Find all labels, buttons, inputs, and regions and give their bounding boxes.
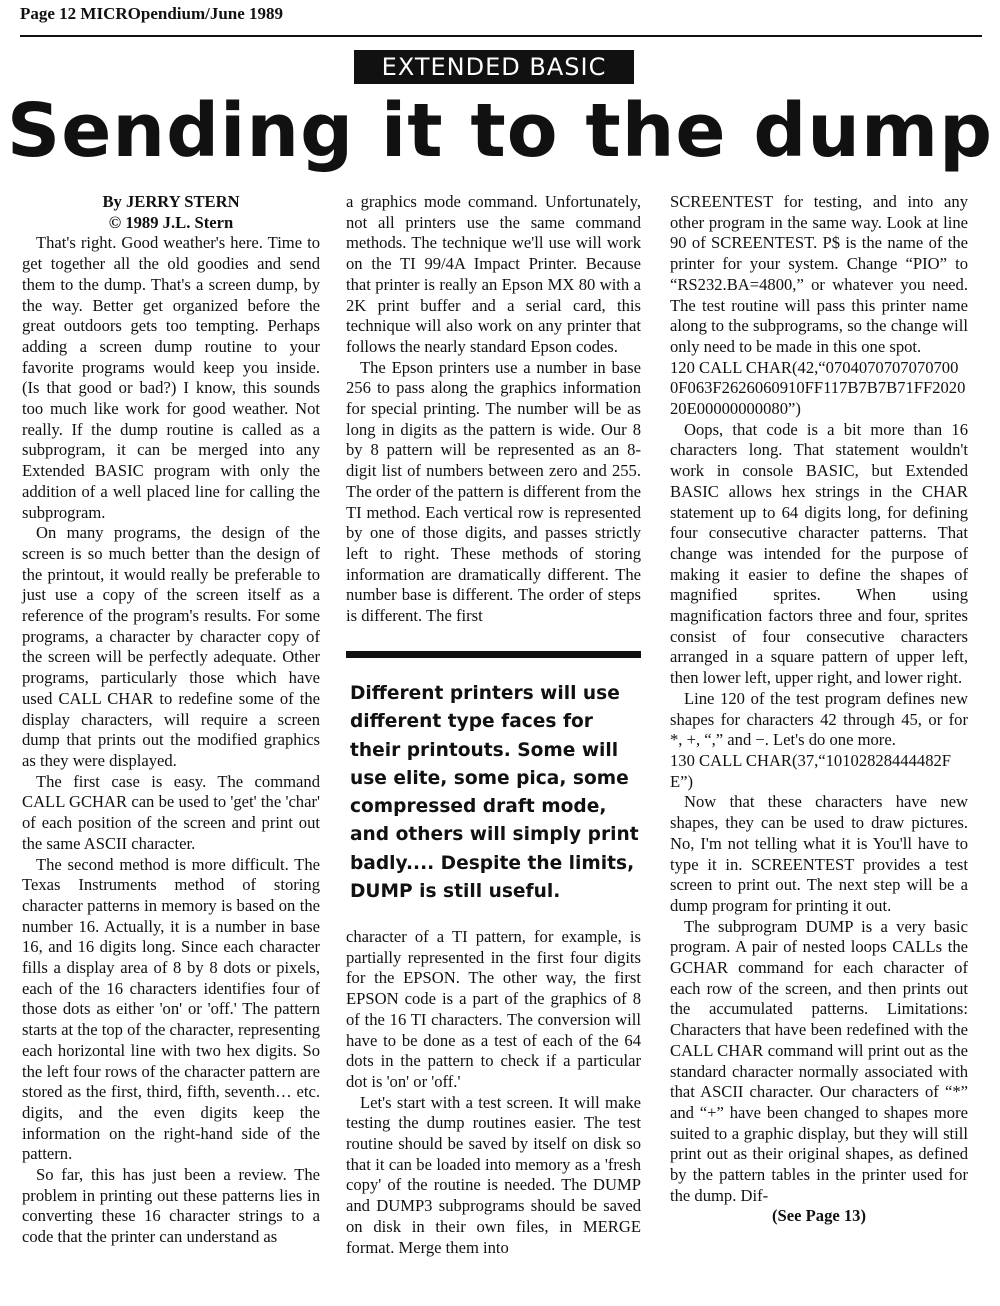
paragraph: Oops, that code is a bit more than 16 characters long. That statement wouldn't work in console BASIC, but Extended BASIC allows hex strings in the CHAR statement up to 64 digits long, for defining four consecutive character patterns. That change was intended for the purpose of making it easier to define the shapes of magnified sprites. When using magnification factors three and four, sprites consist of four consecutive characters arranged in a square pattern of upper left, then lower left, upper right, and lower right. — [670, 419, 968, 688]
paragraph: The Epson printers use a number in base 256 to pass along the graphics information for special printing. The number will be as long in digits as the pattern is wide. Our 8 by 8 pattern will be represented as an 8-digit list of numbers between zero and 255. The order of the pattern is different from the TI method. Each vertical row is represented by one of those digits, and passes strictly left to right. These methods of storing information are dramatically different. The number base is different. The order of steps is different. The first — [346, 357, 641, 626]
copyright-line: © 1989 J.L. Stern — [108, 212, 234, 232]
paragraph: Let's start with a test screen. It will make testing the dump routines easier. The test routine should be saved by itself on disk so that it can be loaded into memory as a 'fresh copy' of the routine is needed. The DUMP and DUMP3 subprograms should be saved on disk in their own files, in MERGE format. Merge them into — [346, 1092, 641, 1257]
continued-note: (See Page 13) — [772, 1206, 866, 1226]
article-title: Sending it to the dump — [6, 88, 994, 174]
paragraph: The second method is more difficult. The Texas Instruments method of storing character patterns in memory is based on the number 16. Actually, it is a number in base 16, and 16 digits long. Since each character fills a display area of 8 by 8 dots or pixels, each of the 16 characters identifies four of those dots as either 'on' or 'off.' The pattern starts at the top of the character, representing each horizontal line with two hex digits. So the left four rows of the character pattern are stored as the first, third, fifth, seventh… etc. digits, and the even digits keep the information on the right-hand side of the pattern. — [22, 854, 320, 1164]
paragraph: That's right. Good weather's here. Time to get together all the old goodies and send them to the dump. That's a screen dump, by the way. Better get organized before the great outdoors gets too tempting. Perhaps adding a screen dump routine to your favorite programs would keep you inside. (Is that good or bad?) I know, this sounds too much like work for good weather. Not really. If the dump routine is called as a subprogram, it can be merged into any Extended BASIC program with only the addition of a well placed line for calling the subprogram. — [22, 233, 320, 522]
paragraph: So far, this has just been a review. The problem in printing out these patterns lies in converting these 16 character strings to a code that the printer can understand as — [22, 1165, 320, 1247]
running-head: Page 12 MICROpendium/June 1989 — [20, 4, 284, 23]
column-2-bottom — [346, 927, 641, 1258]
paragraph: The first case is easy. The command CALL GCHAR can be used to 'get' the 'char' of each position of the screen and print out the same ASCII character. — [22, 771, 320, 853]
pullquote-rule — [346, 651, 641, 658]
column-3 — [670, 192, 968, 1227]
paragraph: Line 120 of the test program defines new shapes for characters 42 through 45, or for *, +, “,” and −. Let's do one more. — [670, 688, 968, 750]
pullquote: Different printers will use different type faces for their printouts. Some will use elite, some pica, some compressed draft mode, and others will simply print badly.... Despite the limits, DUMP is still useful. — [350, 683, 639, 903]
section-tag: EXTENDED BASIC — [354, 50, 634, 84]
paragraph: SCREENTEST for testing, and into any other program in the same way. Look at line 90 of SCREENTEST. P$ is the name of the printer for your system. Change “PIO” to “RS232.BA=4800,” or whatever you need. The test routine will pass this printer name along to the subprograms, so the change will only need to be made in this one spot. — [670, 192, 968, 356]
paragraph: a graphics mode command. Unfortunately, not all printers use the same command methods. The technique we'll use will work on the TI 99/4A Impact Printer. Because that printer is really an Epson MX 80 with a 2K print buffer and a serial card, this technique will also work on any printer that follows the nearly standard Epson codes. — [346, 192, 641, 356]
paragraph: On many programs, the design of the screen is so much better than the design of the printout, it would really be preferable to just use a copy of the screen itself as a reference of the program's results. For some programs, a character by character copy of the screen will be perfectly adequate. Other programs, particularly those which have used CALL CHAR to redefine some of the display characters, will require a screen dump that prints out the modified graphics as they were displayed. — [22, 523, 320, 770]
header-rule — [20, 35, 982, 37]
column-2-top — [346, 192, 641, 627]
paragraph: Now that these characters have new shapes, they can be used to draw pictures. No, I'm not telling what it is You'll have to type it in. SCREENTEST provides a test screen to print out. The next step will be a dump program for printing it out. — [670, 792, 968, 915]
code-line: 120 CALL CHAR(42,“0704070707070700 0F063F2626060910FF117B7B7B71FF2020 20E00000000080”) — [670, 357, 966, 419]
paragraph: The subprogram DUMP is a very basic program. A pair of nested loops CALLs the GCHAR command for each character of each row of the screen, and then prints out the accumulated patterns. Limitations: Characters that have been redefined with the CALL CHAR command will print out as the standard character normally associated with that ASCII character. Our characters of “*” and “+” have been changed to shapes more suited to a graphic display, but they will still print out as their original shapes, as defined by the pattern tables in the printer used for the dump. Dif- — [670, 916, 968, 1205]
paragraph: character of a TI pattern, for example, is partially represented in the first four digits for the EPSON. The other way, the first EPSON code is a part of the graphics of 8 of the 16 TI characters. The conversion will have to be done as a test of each of the 64 dots in the pattern to check if a particular dot is 'on' or 'off.' — [346, 927, 641, 1091]
code-line: 130 CALL CHAR(37,“10102828444482F E”) — [670, 750, 952, 791]
byline: By JERRY STERN — [102, 192, 240, 211]
column-1 — [22, 192, 320, 1248]
